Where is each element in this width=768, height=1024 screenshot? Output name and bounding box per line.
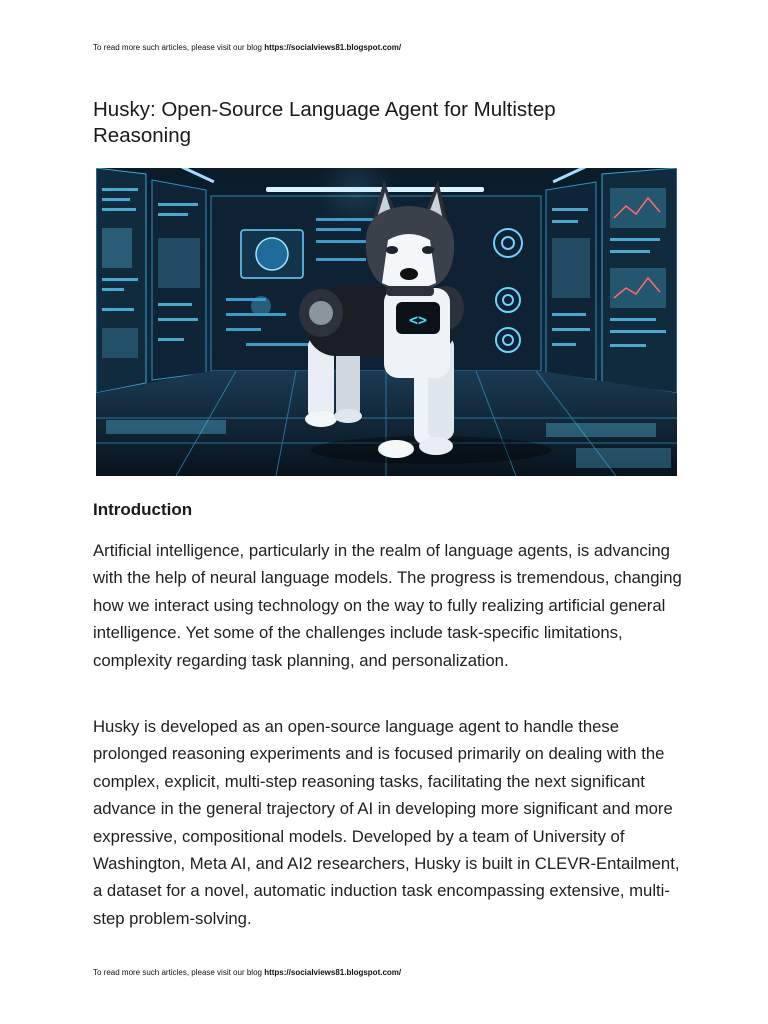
hero-image bbox=[96, 168, 677, 476]
paragraph-intro: Artificial intelligence, particularly in the realm of language agents, is advancing with the help of neural language models. The progress is tremendous, changing how we interact using technology on the way to fully realizing artificial general intelligence. Yet some of the challenges include task-specific limitations, complexity regarding task planning, and personalization. bbox=[93, 541, 682, 670]
section-heading-introduction: Introduction bbox=[93, 500, 193, 519]
blog-note-text: To read more such articles, please visit our blog bbox=[93, 43, 262, 52]
code-symbol: <> bbox=[408, 311, 428, 329]
blog-note-text: To read more such articles, please visit our blog bbox=[93, 968, 262, 977]
blog-link[interactable]: https://socialviews81.blogspot.com/ bbox=[264, 968, 402, 977]
blog-link[interactable]: https://socialviews81.blogspot.com/ bbox=[264, 43, 402, 52]
article-title: Husky: Open-Source Language Agent for Multistep Reasoning bbox=[93, 98, 556, 147]
paragraph-husky: Husky is developed as an open-source language agent to handle these prolonged reasoning experiments and is focused primarily on dealing with the complex, explicit, multi-step reasoning tasks, facilitating the next significant advance in the general trajectory of AI in developing more significant and more expressive, compositional models. Developed by a team of University of Washington, Meta AI, and AI2 researchers, Husky is built in CLEVR-Entailment, a dataset for a novel, automatic induction task encompassing extensive, multi-step problem-solving. bbox=[93, 717, 680, 928]
blog-note-footer bbox=[93, 968, 401, 977]
blog-note-header bbox=[93, 43, 401, 52]
